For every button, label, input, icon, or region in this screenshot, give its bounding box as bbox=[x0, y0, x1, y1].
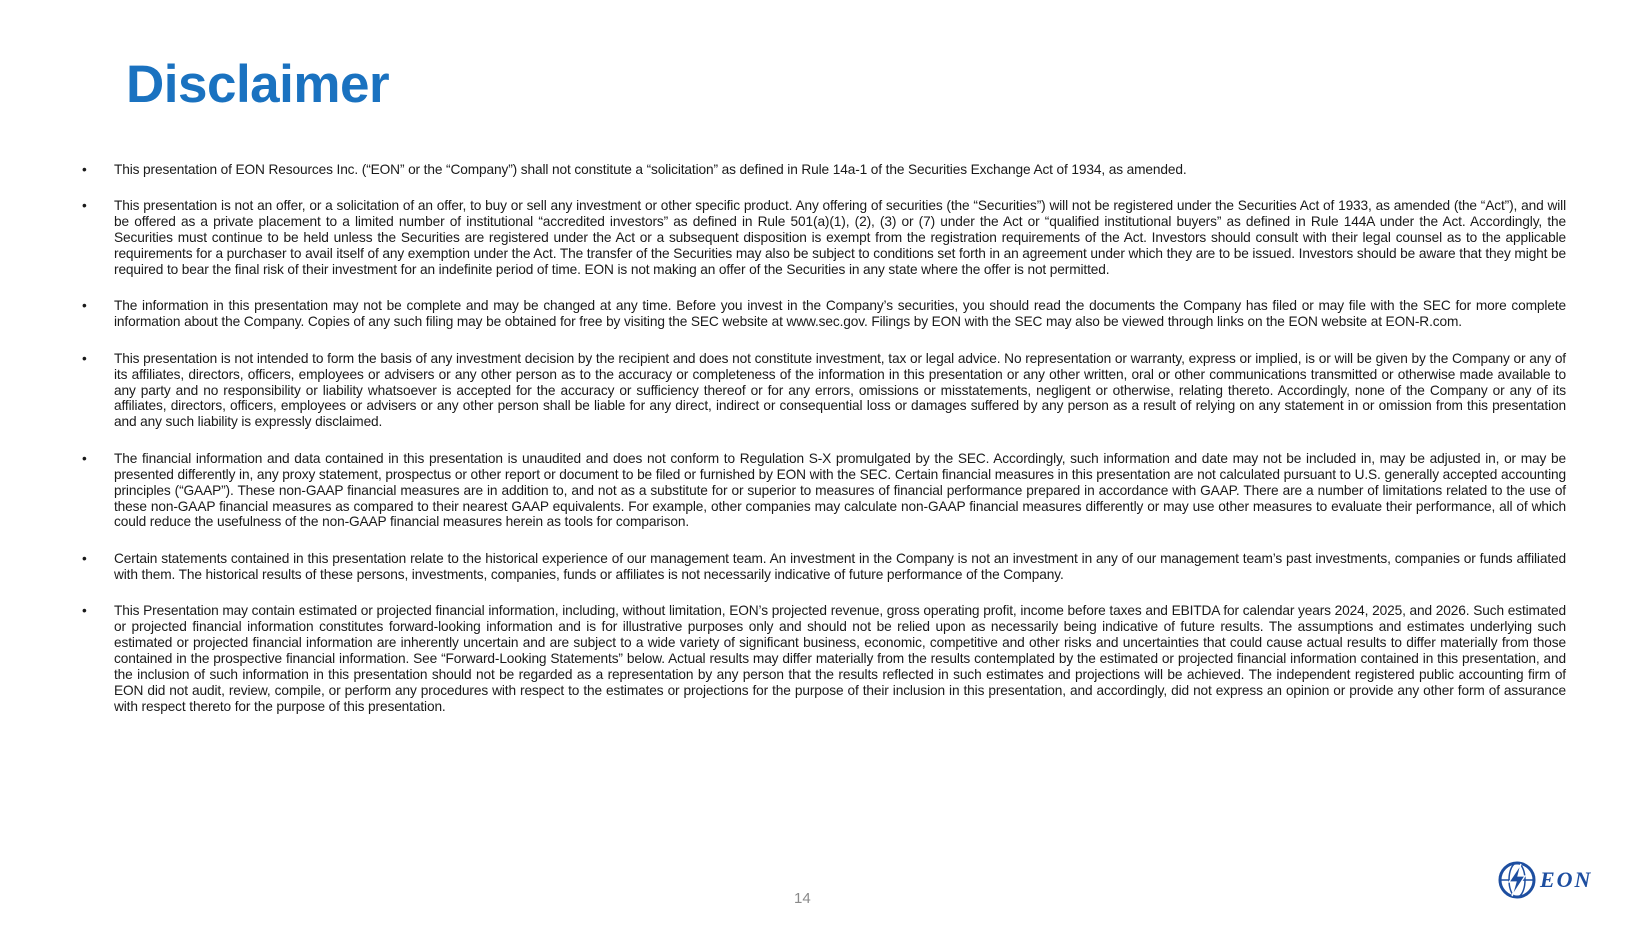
disclaimer-item bbox=[82, 198, 1566, 278]
disclaimer-item bbox=[82, 162, 1566, 178]
disclaimer-text: The information in this presentation may not be complete and may be changed at any time. Before you invest in the Company’s securities, you should read the documents the Company has filed or may file with the SEC for more complete information about the Company. Copies of any such filing may be obtained for free by visiting the SEC website at www.sec.gov. Filings by EON with the SEC may also be viewed through links on the EON website at EON-R.com. bbox=[114, 298, 1566, 330]
page-title: Disclaimer bbox=[126, 55, 390, 114]
disclaimer-text: This presentation of EON Resources Inc. (“EON” or the “Company”) shall not constitute a “solicitation” as defined in Rule 14a-1 of the Securities Exchange Act of 1934, as amended. bbox=[114, 162, 1187, 177]
bullet-icon: • bbox=[82, 350, 87, 366]
disclaimer-text: Certain statements contained in this presentation relate to the historical experience of our management team. An investment in the Company is not an investment in any of our management team’s past investments, companies or funds affiliated with them. The historical results of these persons, investments, companies, funds or affiliates is not necessarily indicative of future performance of the Company. bbox=[114, 550, 1566, 582]
page-number: 14 bbox=[794, 890, 811, 907]
disclaimer-item bbox=[82, 603, 1566, 714]
disclaimer-item bbox=[82, 451, 1566, 531]
lightning-globe-icon bbox=[1498, 861, 1536, 899]
disclaimer-item bbox=[82, 298, 1566, 330]
disclaimer-text: This presentation is not intended to form the basis of any investment decision by the recipient and does not constitute investment, tax or legal advice. No representation or warranty, express or implied, is or will be given by the Company or any of its affiliates, directors, officers, employees or advisers or any other person as to the accuracy or completeness of the information in this presentation or any other written, oral or other communications transmitted or otherwise made available to any party and no responsibility or liability whatsoever is accepted for the accuracy or sufficiency thereof or for any errors, omissions or misstatements, negligent or otherwise, relating thereto. Accordingly, none of the Company or any of its affiliates, directors, officers, employees or advisers or any other person shall be liable for any direct, indirect or consequential loss or damages suffered by any person as a result of relying on any statement in or omission from this presentation and any such liability is expressly disclaimed. bbox=[114, 350, 1566, 430]
logo-text: EON bbox=[1540, 867, 1593, 892]
bullet-icon: • bbox=[82, 198, 87, 214]
disclaimer-text: The financial information and data contained in this presentation is unaudited and does not conform to Regulation S-X promulgated by the SEC. Accordingly, such information and date may not be included in, may be adjusted in, or may be presented differently in, any proxy statement, prospectus or other report or document to be filed or furnished by EON with the SEC. Certain financial measures in this presentation are not calculated pursuant to U.S. generally accepted accounting principles (“GAAP”). These non-GAAP financial measures are in addition to, and not as a substitute for or superior to measures of financial performance prepared in accordance with GAAP. There are a number of limitations related to the use of these non-GAAP financial measures as compared to their nearest GAAP equivalents. For example, other companies may calculate non-GAAP financial measures differently or may use other measures to evaluate their performance, all of which could reduce the usefulness of the non-GAAP financial measures herein as tools for comparison. bbox=[114, 450, 1566, 530]
disclaimer-item bbox=[82, 351, 1566, 431]
disclaimer-item bbox=[82, 551, 1566, 583]
disclaimer-text: This presentation is not an offer, or a solicitation of an offer, to buy or sell any investment or other specific product. Any offering of securities (the “Securities”) will not be registered under the Securities Act of 1933, as amended (the “Act”), and will be offered as a private placement to a limited number of institutional “accredited investors” as defined in Rule 501(a)(1), (2), (3) or (7) under the Act or “qualified institutional buyers” as defined in Rule 144A under the Act. Accordingly, the Securities must continue to be held unless the Securities are registered under the Act or a subsequent disposition is exempt from the registration requirements of the Act. Investors should consult with their legal counsel as to the applicable requirements for a purchaser to avail itself of any exemption under the Act. The transfer of the Securities may also be subject to conditions set forth in an agreement under which they are to be issued. Investors should be aware that they might be required to bear the final risk of their investment for an indefinite period of time. EON is not making an offer of the Securities in any state where the offer is not permitted. bbox=[114, 198, 1566, 278]
eon-logo bbox=[1498, 858, 1610, 902]
bullet-icon: • bbox=[82, 298, 87, 314]
bullet-icon: • bbox=[82, 603, 87, 619]
disclaimer-list bbox=[82, 162, 1566, 735]
bullet-icon: • bbox=[82, 450, 87, 466]
bullet-icon: • bbox=[82, 550, 87, 566]
disclaimer-text: This Presentation may contain estimated or projected financial information, including, without limitation, EON’s projected revenue, gross operating profit, income before taxes and EBITDA for calendar years 2024, 2025, and 2026. Such estimated or projected financial information constitutes forward-looking information and is for illustrative purposes only and should not be relied upon as necessarily being indicative of future results. The assumptions and estimates underlying such estimated or projected financial information are inherently uncertain and are subject to a wide variety of significant business, economic, competitive and other risks and uncertainties that could cause actual results to differ materially from those contained in the prospective financial information. See “Forward-Looking Statements” below. Actual results may differ materially from the results contemplated by the estimated or projected financial information contained in this presentation, and the inclusion of such information in this presentation should not be regarded as a representation by any person that the results reflected in such estimates and projections will be achieved. The independent registered public accounting firm of EON did not audit, review, compile, or perform any procedures with respect to the estimates or projections for the purpose of their inclusion in this presentation, and accordingly, did not express an opinion or provide any other form of assurance with respect thereto for the purpose of this presentation. bbox=[114, 603, 1566, 714]
bullet-icon: • bbox=[82, 162, 87, 177]
